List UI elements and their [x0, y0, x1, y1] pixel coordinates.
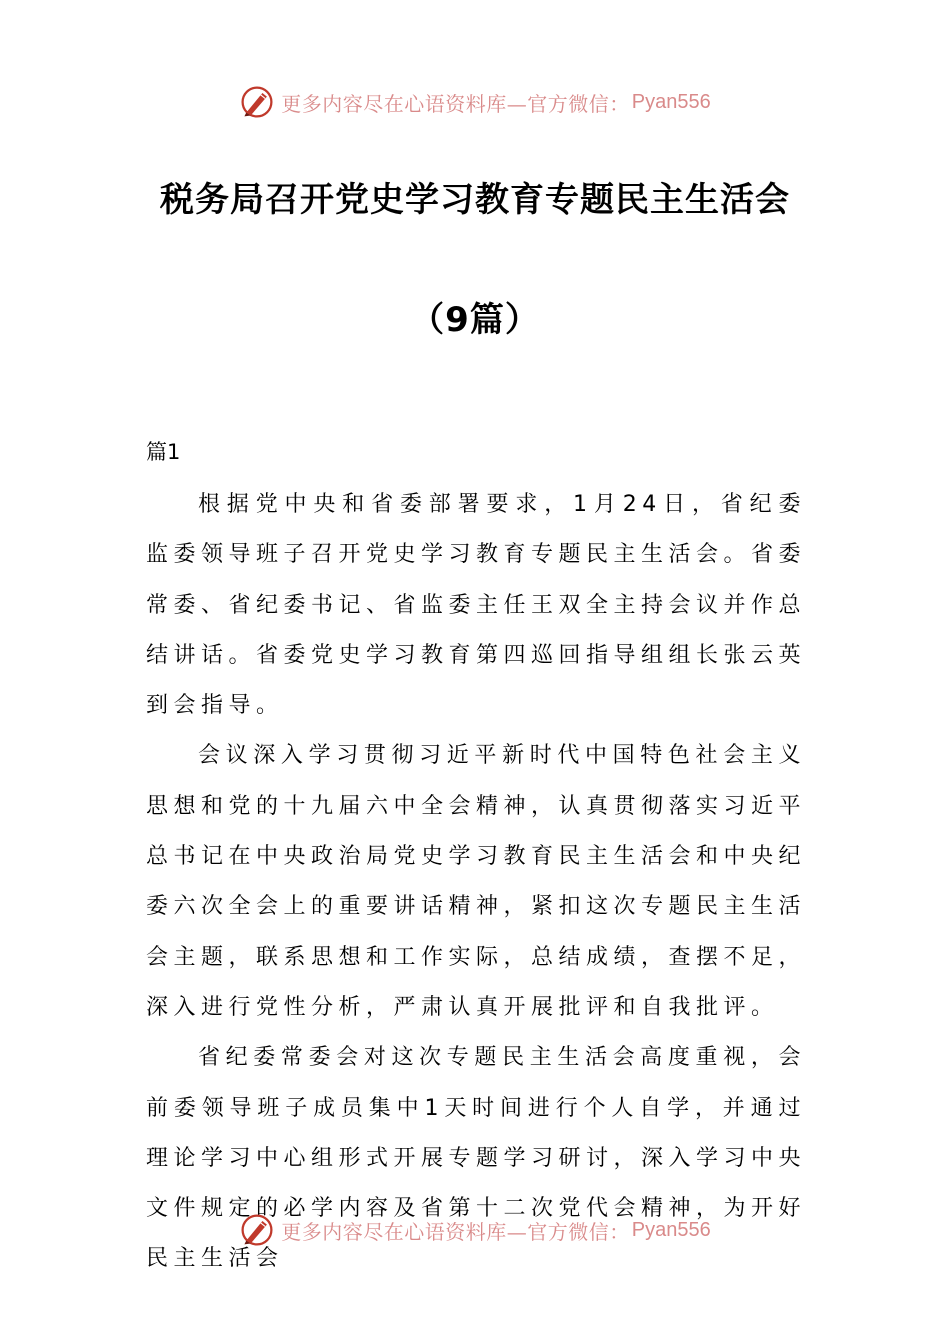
- pen-logo-icon: [239, 1212, 275, 1248]
- footer-banner: [0, 1208, 950, 1252]
- header-banner-contact: Pyan556: [631, 90, 711, 113]
- paragraph: 省纪委常委会对这次专题民主生活会高度重视，会前委领导班子成员集中1天时间进行个人自学，并通过理论学习中心组形式开展专题学习研讨，深入学习中央文件规定的必学内容及省第十二次党代会精神，为开好民主生活会: [146, 1045, 807, 1272]
- footer-banner-text: 更多内容尽在心语资料库—官方微信：: [281, 1219, 630, 1244]
- pen-logo-icon: [239, 84, 275, 120]
- header-banner-text: 更多内容尽在心语资料库—官方微信：: [281, 91, 630, 116]
- document-subtitle: （9篇）: [410, 300, 540, 340]
- footer-banner-contact: Pyan556: [631, 1218, 711, 1241]
- header-banner: [0, 80, 950, 124]
- document-title: 税务局召开党史学习教育专题民主生活会: [160, 180, 790, 220]
- paragraph: 会议深入学习贯彻习近平新时代中国特色社会主义思想和党的十九届六中全会精神，认真贯彻落实习近平总书记在中央政治局党史学习教育民主生活会和中央纪委六次全会上的重要讲话精神，紧扣这次专题民主生活会主题，联系思想和工作实际，总结成绩，查摆不足，深入进行党性分析，严肃认真开展批评和自我批评。: [146, 743, 807, 1020]
- paragraph: 根据党中央和省委部署要求，1月24日，省纪委监委领导班子召开党史学习教育专题民主生活会。省委常委、省纪委书记、省监委主任王双全主持会议并作总结讲话。省委党史学习教育第四巡回指导组组长张云英到会指导。: [146, 492, 807, 719]
- section-label: 篇1: [146, 440, 181, 464]
- document-body: [146, 480, 806, 1285]
